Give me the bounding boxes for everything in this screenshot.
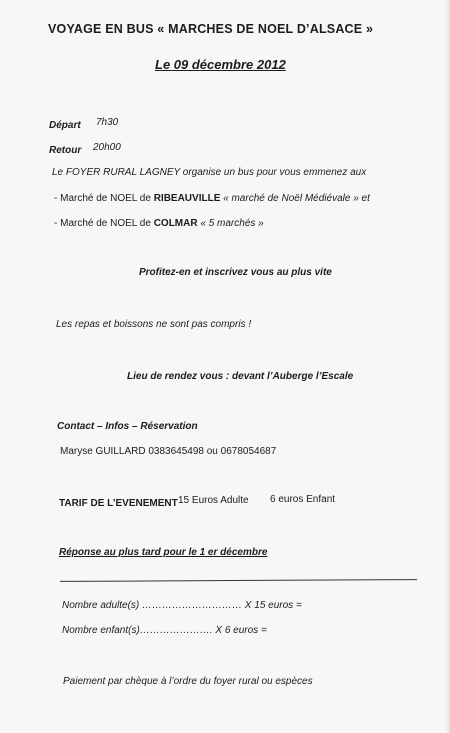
page-edge-shadow — [444, 0, 450, 733]
contact-heading: Contact – Infos – Réservation — [57, 421, 198, 432]
separator-line — [60, 579, 417, 582]
market-colmar — [54, 218, 264, 229]
depart-label: Départ — [49, 120, 81, 131]
call-to-action: Profitez-en et inscrivez vous au plus vite — [139, 267, 332, 278]
retour-time: 20h00 — [93, 142, 121, 153]
contact-details: Maryse GUILLARD 0383645498 ou 0678054687 — [60, 446, 277, 457]
meeting-point: Lieu de rendez vous : devant l’Auberge l’Escale — [127, 371, 354, 382]
deadline: Réponse au plus tard pour le 1 er décembre — [59, 547, 268, 558]
tarif-adult: 15 Euros Adulte — [178, 495, 249, 506]
tarif-child: 6 euros Enfant — [270, 494, 336, 505]
market2-prefix: - Marché de NOEL de — [54, 218, 154, 229]
market1-city: RIBEAUVILLE — [153, 193, 221, 204]
market2-city: COLMAR — [153, 218, 198, 229]
depart-time: 7h30 — [96, 117, 119, 128]
market-ribeauville — [54, 193, 370, 204]
market1-prefix: - Marché de NOEL de — [54, 193, 154, 204]
meals-note: Les repas et boissons ne sont pas compris ! — [56, 319, 252, 330]
payment-info: Paiement par chèque à l’ordre du foyer rural ou espèces — [63, 676, 313, 687]
market2-suffix: « 5 marchés » — [197, 218, 264, 229]
market1-suffix: « marché de Noël Médiévale » et — [220, 193, 370, 204]
retour-label: Retour — [49, 145, 82, 156]
event-date: Le 09 décembre 2012 — [155, 57, 286, 72]
adults-count-line: Nombre adulte(s) ………………………… X 15 euros = — [62, 600, 302, 611]
intro-text: Le FOYER RURAL LAGNEY organise un bus pour vous emmenez aux — [52, 167, 367, 178]
tarif-label: TARIF DE L’EVENEMENT — [59, 498, 178, 509]
flyer-title: VOYAGE EN BUS « MARCHES DE NOEL D’ALSACE » — [48, 22, 374, 36]
children-count-line: Nombre enfant(s)…………………. X 6 euros = — [62, 625, 267, 636]
